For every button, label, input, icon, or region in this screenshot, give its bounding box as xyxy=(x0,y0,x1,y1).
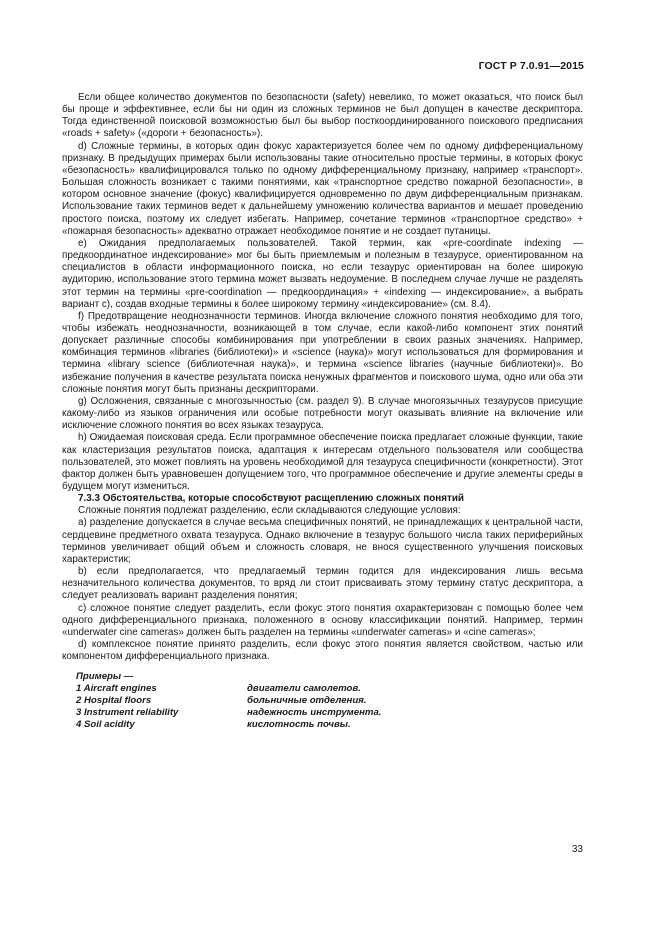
paragraph: b) если предполагается, что предлагаемый термин годится для индексирования лишь весьма незначительного количества документов, то вряд ли стоит присваивать этому термину статус дескриптора, а следует реализовать вариант разделения понятия; xyxy=(62,566,583,602)
paragraph: Если общее количество документов по безопасности (safety) невелико, то может оказаться, что поиск был бы проще и эффективнее, если бы ни один из сложных терминов не был допущен в качестве дескриптора. Тогда единственной поисковой возможностью был бы выбор посткоординированного поискового предписания «roads + safety» («дороги + безопасность»). xyxy=(62,92,583,140)
example-translation: больничные отделения. xyxy=(247,694,367,706)
example-row xyxy=(62,707,583,719)
example-translation: кислотность почвы. xyxy=(247,718,351,730)
example-term: 1 Aircraft engines xyxy=(76,683,157,695)
section-heading: 7.3.3 Обстоятельства, которые способствуют расщеплению сложных понятий xyxy=(78,493,464,505)
examples-title: Примеры — xyxy=(76,671,134,683)
paragraph: Сложные понятия подлежат разделению, если складываются следующие условия: xyxy=(78,505,461,517)
example-translation: двигатели самолетов. xyxy=(247,683,361,695)
paragraph: c) сложное понятие следует разделить, если фокус этого понятия охарактеризован с помощью более чем одного дифференциального признака, положенного в основу классификации понятий. Например, термин «underwater cine cameras» должен быть разделен на термины «underwater cameras» и «cine cameras»; xyxy=(62,602,583,638)
example-translation: надежность инструмента. xyxy=(247,706,382,718)
example-term: 2 Hospital floors xyxy=(76,694,152,706)
paragraph: d) Сложные термины, в которых один фокус характеризуется более чем по одному дифференциальному признаку. В предыдущих примерах были использованы такие относительно простые термины, в которых фокус «безопасность» квалифицировался только по одному дифференциальному признаку, например «транспорт». Большая сложность возникает с такими понятиями, как «транспортное средство пожарной безопасности», в котором основное значение (фокус) квалифицируется одновременно по двум дифференциальным признакам. Использование таких терминов ведет к дальнейшему умножению количества вариантов и мешает проведению простого поиска, поэтому их следует избегать. Например, сочетание терминов «транспортное средство» + «пожарная безопасность» адекватно отражает необходимое понятие и не создает путаницы. xyxy=(62,140,583,237)
page-number: 33 xyxy=(571,844,583,855)
paragraph: h) Ожидаемая поисковая среда. Если программное обеспечение поиска предлагает сложные функции, такие как кластеризация результатов поиска, адаптация к интересам отдельного пользователя или сообщества пользователей, это может повлиять на уровень необходимой для тезауруса специфичности (конкретности). Этот фактор должен быть уравновешен допущением того, что программное обеспечение и другие элементы среды в будущем могут измениться. xyxy=(62,432,583,492)
example-row xyxy=(62,695,583,707)
paragraph: e) Ожидания предполагаемых пользователей. Такой термин, как «pre-coordinate indexing — предкоординатное индексирование» мог бы быть приемлемым и полезным в тезаурусе, ориентированном на специалистов в области информационного поиска, но если тезаурус ориентирован на более широкую аудиторию, использование этого термина может вызвать недоумение. В последнем случае лучше не разделять этот термин на термины «pre-coordination — предкоординация» + «indexing — индексирование», а выбрать вариант c), создав входные термины к более широкому термину «индексирование» (см. 8.4). xyxy=(62,237,583,310)
document-header: ГОСТ Р 7.0.91—2015 xyxy=(478,60,584,72)
paragraph: g) Осложнения, связанные с многозычностью (см. раздел 9). В случае многоязычных тезаурусов присущие какому-либо из языков ограничения или особые потребности могут оказывать влияние на включение или исключение сложного понятия во всех языках тезауруса. xyxy=(62,395,583,432)
example-row xyxy=(62,719,583,731)
document-body xyxy=(62,92,583,730)
example-row xyxy=(62,683,583,695)
examples-block xyxy=(62,671,583,730)
example-term: 3 Instrument reliability xyxy=(76,706,179,718)
paragraph: f) Предотвращение неоднозначности терминов. Иногда включение сложного понятия необходимо для того, чтобы избежать неоднозначности, возникающей в том случае, если какой-либо компонент этих понятий допускает различные способы комбинирования при употреблении в своих разных значениях. Например, комбинация терминов «libraries (библиотеки)» и «science (наука)» могут использоваться для формирования и термина «library science (библиотечная наука)», и термина «science libraries (научные библиотеки)». Во избежание получения в качестве результата поиска ненужных фрагментов и поискового шума, одно или оба эти сложные понятия могут быть признаны дескрипторами. xyxy=(62,310,583,395)
paragraph: a) разделение допускается в случае весьма специфичных понятий, не принадлежащих к центральной части, сердцевине предметного охвата тезауруса. Однако включение в тезаурус большого числа таких периферийных терминов увеличивает общий объем и сложность словаря, не внося существенного улучшения поисковых характеристик; xyxy=(62,517,583,565)
paragraph: d) комплексное понятие принято разделить, если фокус этого понятия является свойством, частью или компонентом дифференциального признака. xyxy=(62,639,583,663)
example-term: 4 Soil acidity xyxy=(76,718,135,730)
